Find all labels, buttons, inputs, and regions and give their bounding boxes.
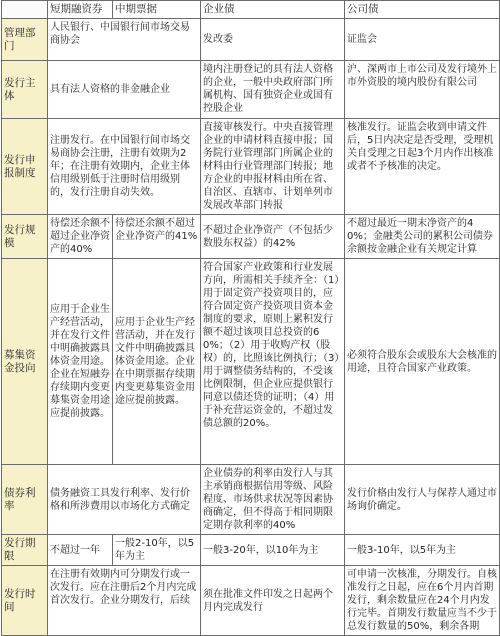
cell-funds-stcp: 应用于企业生产经营活动，并在发行文件中明确披露具体资金用途。企业在短融券存续期内变更募集资金用途应提前披露。: [48, 259, 113, 465]
cell-funds-mtn: 应用于企业生产经营活动，并在发行文件中明确披露具体资金用途。企业在中期票据存续期内变更募集资金用途应提前披露。: [113, 259, 201, 465]
row-label-timing: 发行时间: [2, 566, 48, 636]
table-row-rate: [2, 465, 500, 535]
cell-approval-enterprise: 直接审核发行。中央直接管理企业的申请材料直接申报；国务院行业管理部门所属企业的材料由行业管理部门转报；地方企业的申报材料由所在省、自治区、直辖市、计划单列市发展改革部门转报: [201, 119, 345, 215]
table-row-approval: [2, 119, 500, 215]
header-enterprise-bond: 企业债: [201, 1, 345, 19]
cell-issuer-stcp-mtn: 具有法人资格的非金融企业: [48, 61, 201, 119]
cell-manage-corporate: 证监会: [345, 19, 500, 61]
cell-approval-corporate: 核准发行。证监会收到申请文件后，5日内决定是否受理，受理机关自受理之日起3个月内作出核准或者不予核准的决定。: [345, 119, 500, 215]
cell-term-enterprise: 一般3-20年，以10年为主: [201, 535, 345, 566]
cell-term-mtn: 一般2-10年，以5年为主: [113, 535, 201, 566]
table-row-term: [2, 535, 500, 566]
cell-funds-enterprise: 符合国家产业政策和行业发展方向，所需相关手续齐全：（1）用于固定资产投资项目的，应符合固定资产投资项目资本金制度的要求，原则上累积发行额不超过该项目总投资的60%；（2）用于收购产权（股权）的，比照该比例执行；（3）用于调整债务结构的，不受该比例限制，但企业应提供银行同意以债还贷的证明；（4）用于补充营运资金的，不超过发债总额的20%。: [201, 259, 345, 465]
cell-manage-stcp-mtn: 人民银行、中国银行间市场交易商协会: [48, 19, 201, 61]
row-label-manage: 管理部门: [2, 19, 48, 61]
row-label-scale: 发行规模: [2, 215, 48, 259]
row-label-rate: 债券利率: [2, 465, 48, 535]
cell-scale-stcp: 待偿还余额不超过企业净资产的40%: [48, 215, 113, 259]
cell-timing-stcp-mtn: 在注册有效期内可分期发行或一次发行。应在注册后2个月内完成首次发行。企业分期发行，后续: [48, 566, 201, 636]
table-row-timing: [2, 566, 500, 636]
cell-manage-enterprise: 发改委: [201, 19, 345, 61]
header-mtn: 中期票据: [113, 1, 201, 19]
cell-term-corporate: 一般3-10年，以5年为主: [345, 535, 500, 566]
cell-scale-mtn: 待偿还余额不超过企业净资产的41%: [113, 215, 201, 259]
cell-issuer-corporate: 沪、深两市上市公司及发行境外上市外资股的境内股份有限公司: [345, 61, 500, 119]
header-blank-cell: [2, 1, 48, 19]
cell-timing-corporate: 可申请一次核准，分期发行。自核准发行之日起，应在6个月内首期发行，剩余数量应在24个月内发行完毕。首期发行数量应当不少于总发行数量的50%，剩余各期: [345, 566, 500, 636]
bond-comparison-table: [1, 0, 500, 636]
row-label-issuer: 发行主体: [2, 61, 48, 119]
cell-rate-enterprise: 企业债券的利率由发行人与其主承销商根据信用等级、风险程度、市场供求状况等因素协商确定，但不得高于相同期限定期存款利率的40%: [201, 465, 345, 535]
table-row-funds: [2, 259, 500, 465]
row-label-term: 发行期限: [2, 535, 48, 566]
table-row-scale: [2, 215, 500, 259]
cell-funds-corporate: 必须符合股东会或股东大会核准的用途，且符合国家产业政策。: [345, 259, 500, 465]
cell-timing-enterprise: 须在批准文件印发之日起两个月内完成发行: [201, 566, 345, 636]
row-label-funds: 募集资金投向: [2, 259, 48, 465]
table-row-issuer: [2, 61, 500, 119]
cell-scale-enterprise: 不超过企业净资产（不包括少数股东权益）的42%: [201, 215, 345, 259]
cell-term-stcp: 不超过一年: [48, 535, 113, 566]
cell-rate-corporate: 发行价格由发行人与保荐人通过市场询价确定。: [345, 465, 500, 535]
header-corporate-bond: 公司债: [345, 1, 500, 19]
table-row-manage: [2, 19, 500, 61]
cell-rate-stcp-mtn: 债务融资工具发行利率、发行价格和所涉费用以市场化方式确定: [48, 465, 201, 535]
cell-scale-corporate: 不超过最近一期末净资产的40%；金融类公司的累积公司债券余额按金融企业有关规定计算: [345, 215, 500, 259]
table-header-row: [2, 1, 500, 19]
cell-issuer-enterprise: 境内注册登记的具有法人资格的企业，一般中央政府部门所属机构、国有独资企业或国有控股企业: [201, 61, 345, 119]
header-stcp: 短期融资券: [48, 1, 113, 19]
row-label-approval: 发行申报制度: [2, 119, 48, 215]
cell-approval-stcp-mtn: 注册发行。在中国银行间市场交易商协会注册，注册有效期为2年；在注册有效期内，企业主体信用级别低于注册时信用级别的，发行注册自动失效。: [48, 119, 201, 215]
